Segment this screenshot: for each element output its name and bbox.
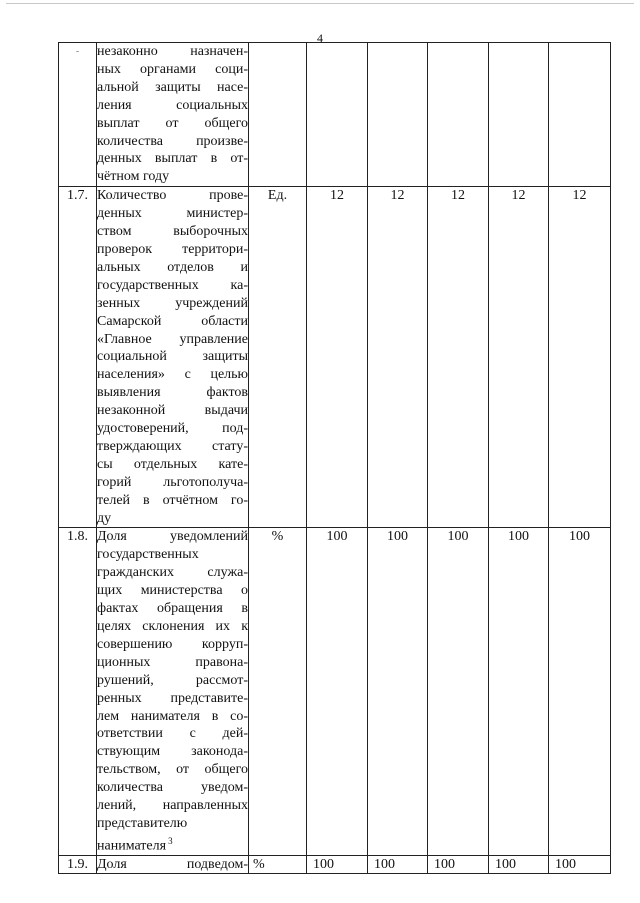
row-value: 12 — [489, 187, 549, 528]
row-value: 100 — [428, 856, 489, 874]
row-number: 1.7. — [59, 187, 97, 528]
row-value: 12 — [368, 187, 428, 528]
row-value — [489, 43, 549, 187]
row-value: 100 — [307, 856, 368, 874]
footnote-marker: 3 — [168, 835, 173, 846]
row-value: 100 — [368, 856, 428, 874]
row-value: 100 — [489, 528, 549, 856]
scan-top-edge — [6, 3, 634, 4]
row-number: - — [59, 43, 97, 187]
row-value: 100 — [549, 856, 611, 874]
row-unit: % — [249, 856, 307, 874]
page-number: 4 — [317, 31, 323, 45]
row-value — [549, 43, 611, 187]
row-unit: Ед. — [249, 187, 307, 528]
table-row — [59, 528, 611, 856]
row-value — [307, 43, 368, 187]
row-number: 1.8. — [59, 528, 97, 856]
row-description: незаконно назначен- ных органами соци- альной защиты насе- ления социальных выплат от общего количества произве- денных выплат в от- чётном году — [97, 43, 249, 187]
row-description: Количество прове- денных министер- ством выборочных проверок территори- альных отделов и государственных ка- зенных учреждений Самарской области «Главное управление социальной защиты населения» с целью выявления фактов незаконной выдачи удостоверений, под- тверждающих стату- сы отдельных кате- горий льготополуча- телей в отчётном го- ду — [97, 187, 249, 528]
row-number: 1.9. — [59, 856, 97, 874]
row-value: 100 — [368, 528, 428, 856]
table-row — [59, 43, 611, 187]
row-unit: % — [249, 528, 307, 856]
indicators-table — [58, 42, 611, 874]
row-value: 12 — [428, 187, 489, 528]
row-description: Доля подведом- — [97, 857, 248, 873]
table-row — [59, 856, 611, 874]
row-value: 100 — [489, 856, 549, 874]
row-value — [368, 43, 428, 187]
table-row — [59, 187, 611, 528]
row-value: 12 — [307, 187, 368, 528]
row-value: 100 — [549, 528, 611, 856]
row-unit — [249, 43, 307, 187]
row-value: 100 — [428, 528, 489, 856]
row-value — [428, 43, 489, 187]
row-description: Доля уведомлений государственных гражданских служа- щих министерства о фактах обращения в целях склонения их к совершению корруп- ционных правона- рушений, рассмот- ренных представите- лем нанимателя в со- ответствии с дей- ствующим законода- тельством, от общего количества уведом- лений, направленных представителю нанимателя $^3$ — [97, 528, 249, 856]
row-value: 12 — [549, 187, 611, 528]
row-value: 100 — [307, 528, 368, 856]
